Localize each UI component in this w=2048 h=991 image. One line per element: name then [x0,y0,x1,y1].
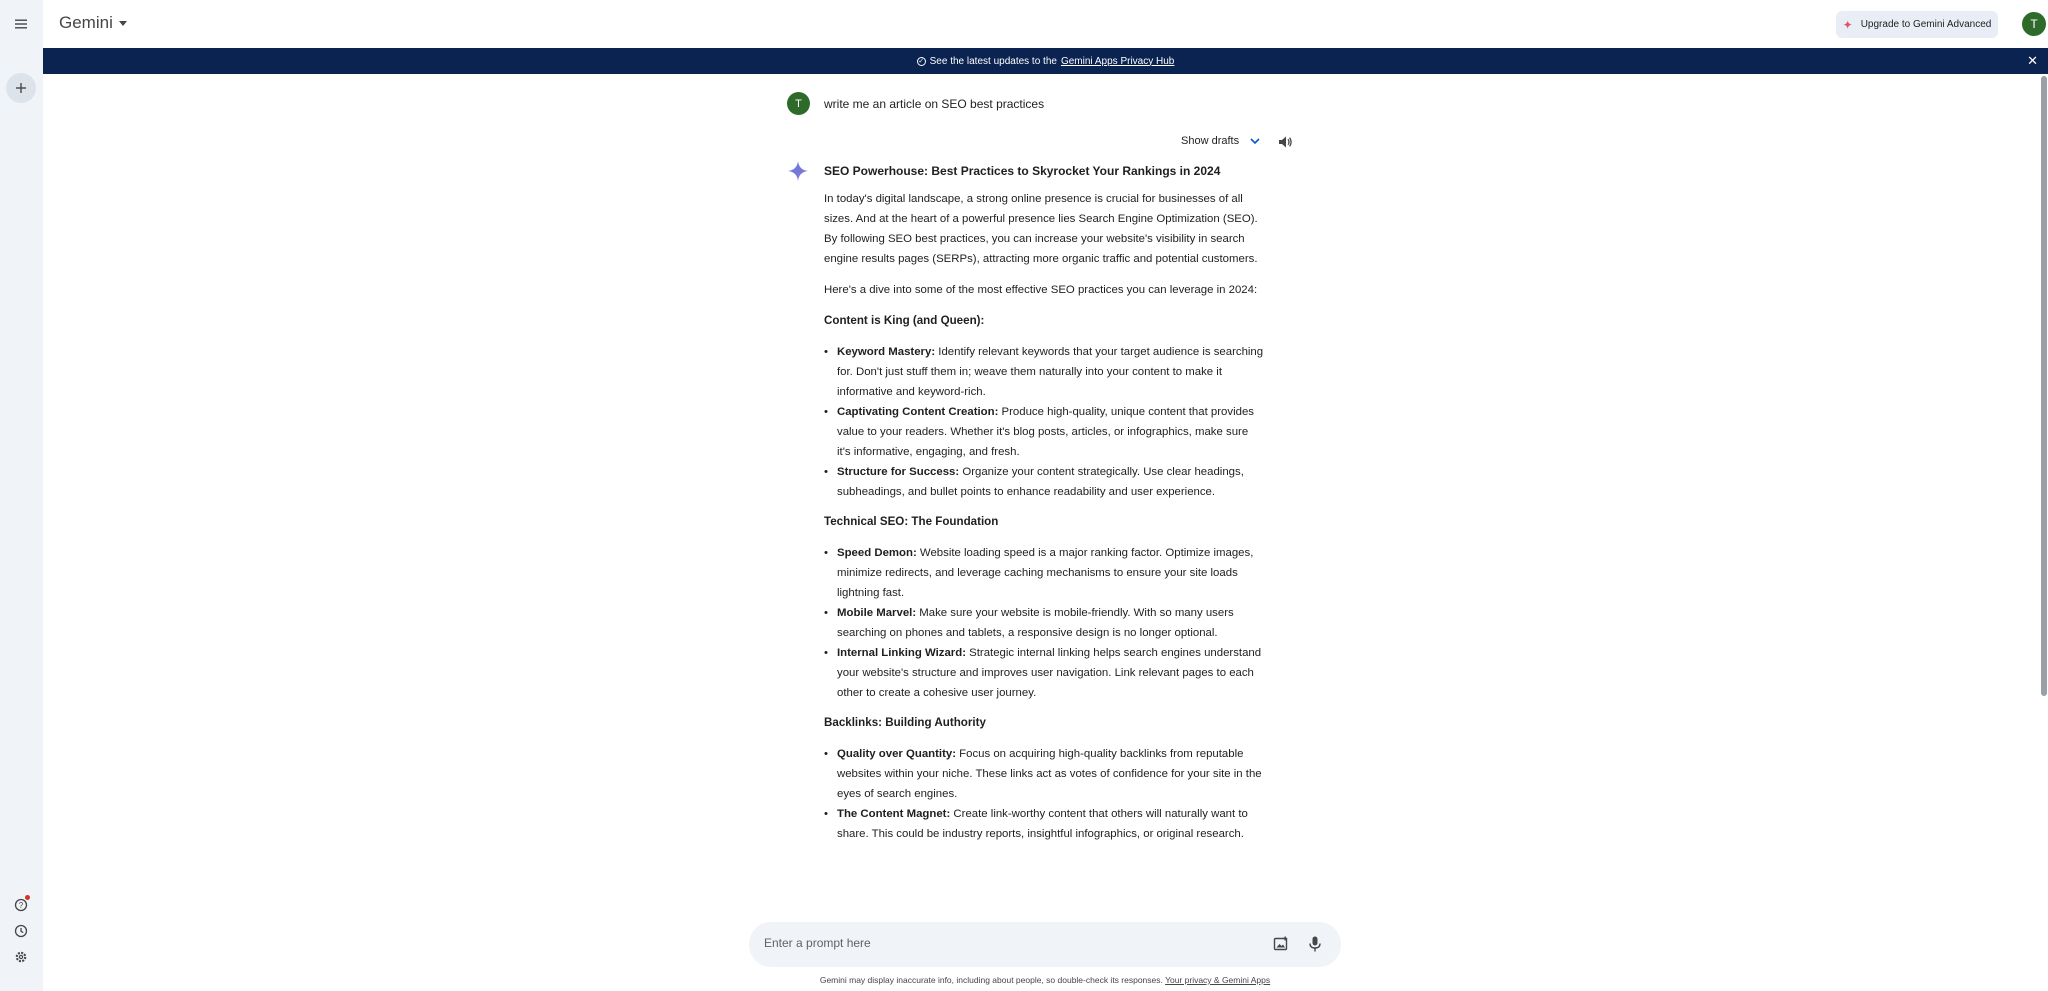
disclaimer-text: Gemini may display inaccurate info, including about people, so double-check its responses. [819,975,1163,985]
sparkle-icon: ✦ [1842,17,1853,32]
settings-button[interactable] [6,942,36,972]
caret-down-icon [119,21,127,26]
banner-text: See the latest updates to the [929,55,1057,67]
privacy-link[interactable]: Your privacy & Gemini Apps [1165,975,1271,985]
section-heading: Technical SEO: The Foundation [824,515,999,528]
bullet-list [824,543,1264,703]
plus-icon [14,81,28,95]
model-switcher[interactable] [59,13,127,33]
show-drafts-label: Show drafts [1181,135,1240,147]
account-avatar[interactable]: T [2022,12,2046,36]
top-bar [43,0,2048,48]
bullet-list [824,744,1264,844]
prompt-bar [749,922,1341,967]
response-title: SEO Powerhouse: Best Practices to Skyrocket Your Rankings in 2024 [824,164,1221,178]
footer-disclaimer [0,975,2048,985]
list-item: • Structure for Success: Organize your content strategically. Use clear headings, subheadings, and bullet points to enhance readability and user experience. [824,462,1264,502]
user-message [787,92,1044,115]
upgrade-label: Upgrade to Gemini Advanced [1860,19,1992,30]
history-icon [14,924,28,938]
user-message-text: write me an article on SEO best practices [824,96,1045,111]
list-item: • Speed Demon: Website loading speed is a major ranking factor. Optimize images, minimize redirects, and leverage caching mechanisms to ensure your site loads lightning fast. [824,543,1264,603]
menu-icon [14,17,28,31]
svg-text:?: ? [18,901,24,910]
section-heading: Content is King (and Queen): [824,314,985,327]
model-response [824,163,1264,854]
content-fade [43,880,2043,920]
image-upload-icon[interactable] [1273,936,1289,952]
list-item: • Quality over Quantity: Focus on acquiring high-quality backlinks from reputable websites within your niche. These links act as votes of confidence for your site in the eyes of search engines. [824,744,1264,804]
privacy-banner [43,48,2048,74]
gemini-sparkle-icon [787,160,809,182]
app-title: Gemini [59,13,113,32]
check-circle-icon: ✓ [918,57,925,65]
user-avatar: T [787,92,810,115]
chevron-down-icon [1249,135,1261,147]
bullet-list [824,342,1264,502]
privacy-hub-link[interactable]: Gemini Apps Privacy Hub [1060,55,1175,67]
list-item: • Captivating Content Creation: Produce high-quality, unique content that provides value to your readers. Whether it's blog posts, articles, or infographics, make sure it's informative, engaging, and fresh. [824,402,1264,462]
help-icon [14,898,28,912]
scrollbar[interactable] [2041,76,2047,696]
gear-icon [14,950,28,964]
prompt-input[interactable]: Enter a prompt here [764,936,871,950]
close-icon[interactable]: ✕ [2027,53,2038,68]
list-item: • Keyword Mastery: Identify relevant keywords that your target audience is searching for. Don't just stuff them in; weave them naturally into your content to make it informative and keyword-rich. [824,342,1264,402]
new-chat-button[interactable] [6,73,36,103]
speaker-icon[interactable] [1277,134,1293,150]
microphone-icon[interactable] [1307,935,1323,953]
side-rail [0,0,43,991]
list-item: • The Content Magnet: Create link-worthy content that others will naturally want to share. This could be industry reports, insightful infographics, or original research. [824,804,1264,844]
notification-dot [25,895,30,900]
section-heading: Backlinks: Building Authority [824,716,986,729]
main-menu-button[interactable] [6,9,36,39]
response-lead: Here's a dive into some of the most effective SEO practices you can leverage in 2024: [824,284,1258,296]
list-item: • Internal Linking Wizard: Strategic internal linking helps search engines understand your website's structure and improves user navigation. Link relevant pages to each other to create a cohesive user journey. [824,643,1264,703]
response-intro: In today's digital landscape, a strong online presence is crucial for businesses of all sizes. And at the heart of a powerful presence lies Search Engine Optimization (SEO). By following SEO best practices, you can increase your website's visibility in search engine results pages (SERPs), attracting more organic traffic and potential customers. [824,193,1258,265]
show-drafts-button[interactable] [1181,135,1261,147]
list-item: • Mobile Marvel: Make sure your website is mobile-friendly. With so many users searching on phones and tablets, a responsive design is no longer optional. [824,603,1264,643]
upgrade-button[interactable] [1836,11,1998,38]
